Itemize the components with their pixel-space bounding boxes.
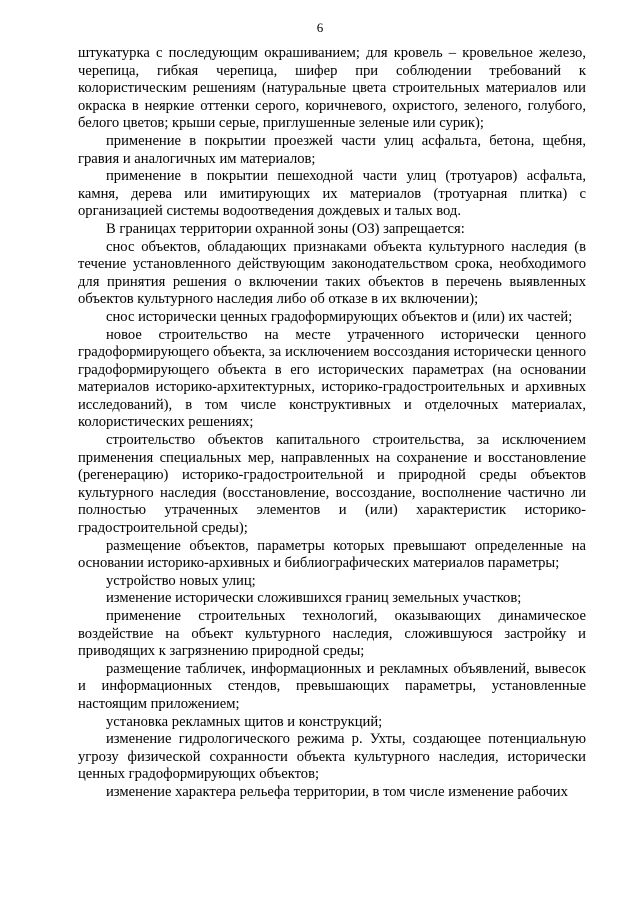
paragraph-8: строительство объектов капитального строительства, за исключением применения специальных мер, направленных на сохранение и восстановление (регенерацию) историко-градостроительной и природной среды объектов культурного наследия (восстановление, воссоздание, восполнение частично ли полностью утраченных элементов и (или) характеристик историко-градостроительной среды); (78, 432, 586, 537)
paragraph-13: размещение табличек, информационных и рекламных объявлений, вывесок и информационных стендов, превышающих параметры, установленные настоящим приложением; (78, 660, 586, 712)
paragraph-10: устройство новых улиц; (106, 572, 256, 589)
paragraph-1: штукатурка с последующим окрашиванием; для кровель – кровельное железо, черепица, гибкая черепица, шифер при соблюдении требований к колористическим решениям (натуральные цвета строительных материалов или окраска в неяркие оттенки серого, коричневого, охристого, зеленого, голубого, белого цветов; крыши серые, приглушенные зеленые или сурик); (78, 45, 586, 132)
paragraph-2: применение в покрытии проезжей части улиц асфальта, бетона, щебня, гравия и аналогичных им материалов; (78, 132, 586, 167)
paragraph-4: В границах территории охранной зоны (ОЗ) запрещается: (106, 220, 465, 237)
paragraph-16: изменение характера рельефа территории, в том числе изменение рабочих (106, 783, 568, 800)
paragraph-15: изменение гидрологического режима р. Ухты, создающее потенциальную угрозу физической сохранности объекта культурного наследия, исторически ценных градоформирующих объектов; (78, 731, 586, 783)
paragraph-11: изменение исторически сложившихся границ земельных участков; (106, 590, 522, 607)
document-body (78, 45, 586, 802)
paragraph-9: размещение объектов, параметры которых превышают определенные на основании историко-архивных и библиографических материалов параметры; (78, 537, 586, 572)
page-number: 6 (316, 20, 324, 35)
paragraph-5: снос объектов, обладающих признаками объекта культурного наследия (в течение установленного действующим законодательством срока, необходимого для принятия решения о включении таких объектов в перечень выявленных объектов культурного наследия либо об отказе в их включении); (78, 238, 586, 308)
paragraph-14: установка рекламных щитов и конструкций; (106, 713, 383, 730)
paragraph-6: снос исторически ценных градоформирующих объектов и (или) их частей; (106, 308, 573, 325)
paragraph-12: применение строительных технологий, оказывающих динамическое воздействие на объект культурного наследия, сложившуюся застройку и приводящих к загрязнению природной среды; (78, 608, 586, 660)
paragraph-7: новое строительство на месте утраченного исторически ценного градоформирующего объекта, за исключением воссоздания исторически ценного градоформирующего объекта в его исторических параметрах (на основании материалов историко-архитектурных, историко-градостроительных и архивных исследований), в том числе конструктивных и отделочных материалах, колористических решениях; (78, 326, 586, 431)
paragraph-3: применение в покрытии пешеходной части улиц (тротуаров) асфальта, камня, дерева или имитирующих их материалов (тротуарная плитка) с организацией системы водоотведения дождевых и талых вод. (78, 168, 586, 220)
